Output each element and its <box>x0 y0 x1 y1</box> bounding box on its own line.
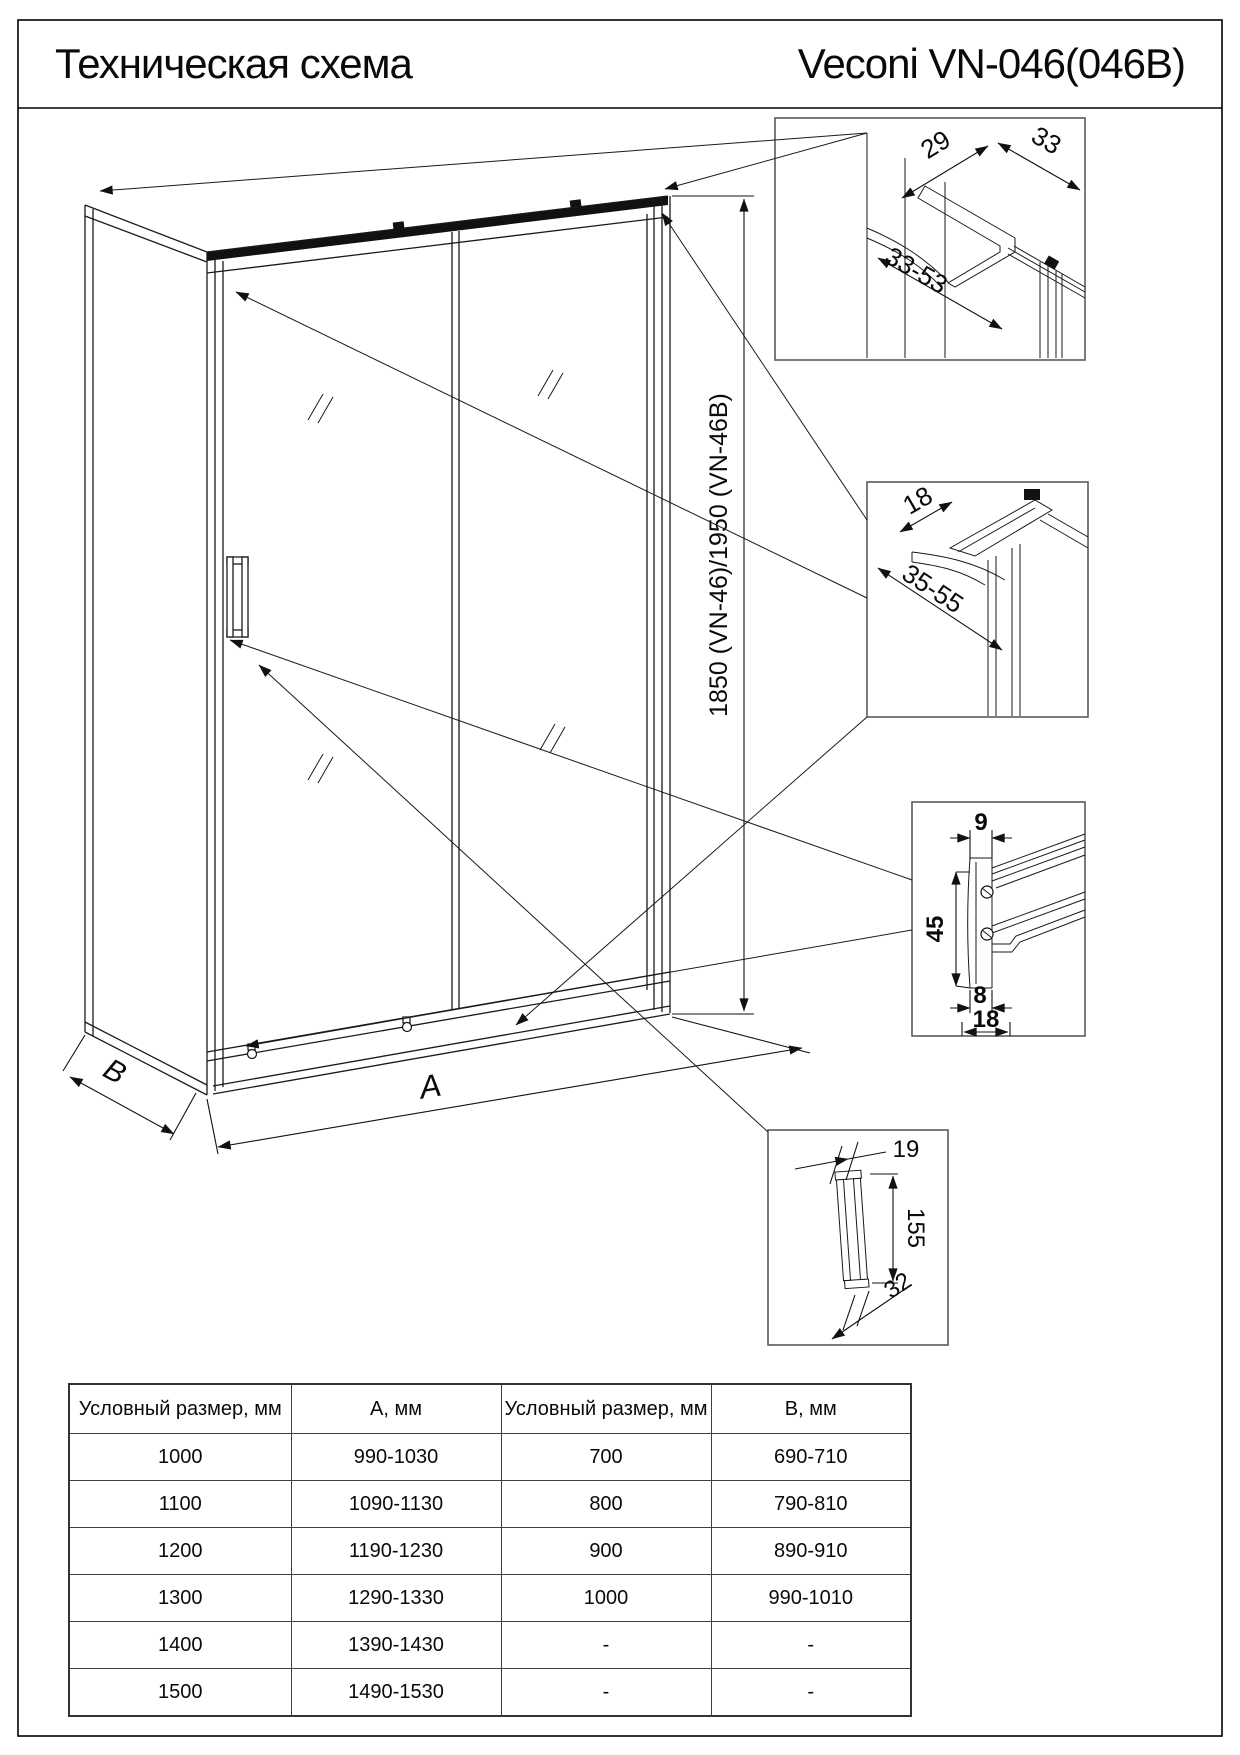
table-cell: - <box>501 1622 711 1669</box>
table-cell: 1190-1230 <box>291 1528 501 1575</box>
header-cell: Условный размер, мм <box>501 1384 711 1434</box>
dim-32-label: 32 <box>879 1267 917 1305</box>
dim-19-label: 19 <box>892 1136 920 1163</box>
product-title: Veconi VN-046(046B) <box>797 40 1185 87</box>
table-cell: 700 <box>501 1434 711 1481</box>
dim-18-bottom-label: 18 <box>972 1006 1000 1033</box>
dim-35-55-label: 35-55 <box>896 557 969 620</box>
table-row <box>69 1622 911 1669</box>
table-cell: 1290-1330 <box>291 1575 501 1622</box>
size-table <box>68 1383 912 1717</box>
table-cell: 1500 <box>69 1669 291 1717</box>
table-cell: 990-1010 <box>711 1575 911 1622</box>
table-cell: 890-910 <box>711 1528 911 1575</box>
table-cell: 900 <box>501 1528 711 1575</box>
table-cell: 1300 <box>69 1575 291 1622</box>
glass-hatch-marks <box>308 370 565 783</box>
table-row <box>69 1528 911 1575</box>
table-cell: - <box>711 1669 911 1717</box>
door-frame <box>207 196 670 1095</box>
width-dimension <box>207 1017 810 1154</box>
dim-29-label: 29 <box>915 123 956 165</box>
shower-enclosure-drawing <box>63 196 810 1154</box>
header-cell: В, мм <box>711 1384 911 1434</box>
table-row <box>69 1669 911 1717</box>
table-row <box>69 1434 911 1481</box>
side-panel <box>85 205 207 1095</box>
detail-box-lower-profile <box>867 479 1088 717</box>
dim-45-label: 45 <box>922 915 949 943</box>
table-cell: 800 <box>501 1481 711 1528</box>
table-row <box>69 1575 911 1622</box>
dim-33-label: 33 <box>1026 119 1067 161</box>
header-cell: А, мм <box>291 1384 501 1434</box>
page-title: Техническая схема <box>55 40 412 87</box>
dim-9-label: 9 <box>974 809 988 836</box>
table-cell: - <box>501 1669 711 1717</box>
header-cell: Условный размер, мм <box>69 1384 291 1434</box>
dim-33-53-label: 33-53 <box>880 240 953 300</box>
depth-dimension-label: B <box>97 1052 132 1091</box>
table-cell: 1000 <box>501 1575 711 1622</box>
width-dimension-label: A <box>416 1066 444 1106</box>
depth-dimension <box>63 1035 196 1140</box>
table-cell: 1000 <box>69 1434 291 1481</box>
table-header-row <box>69 1384 911 1434</box>
table-cell: - <box>711 1622 911 1669</box>
table-cell: 1390-1430 <box>291 1622 501 1669</box>
table-cell: 990-1030 <box>291 1434 501 1481</box>
table-cell: 1090-1130 <box>291 1481 501 1528</box>
height-dimension-label: 1850 (VN-46)/1950 (VN-46B) <box>705 393 733 717</box>
table-cell: 790-810 <box>711 1481 911 1528</box>
table-cell: 1490-1530 <box>291 1669 501 1717</box>
table-cell: 690-710 <box>711 1434 911 1481</box>
dim-18-label: 18 <box>897 479 938 521</box>
table-cell: 1400 <box>69 1622 291 1669</box>
door-handle <box>227 557 248 637</box>
table-cell: 1200 <box>69 1528 291 1575</box>
table-row <box>69 1481 911 1528</box>
dim-8-label: 8 <box>973 982 987 1009</box>
table-cell: 1100 <box>69 1481 291 1528</box>
dim-155-label: 155 <box>902 1207 929 1249</box>
